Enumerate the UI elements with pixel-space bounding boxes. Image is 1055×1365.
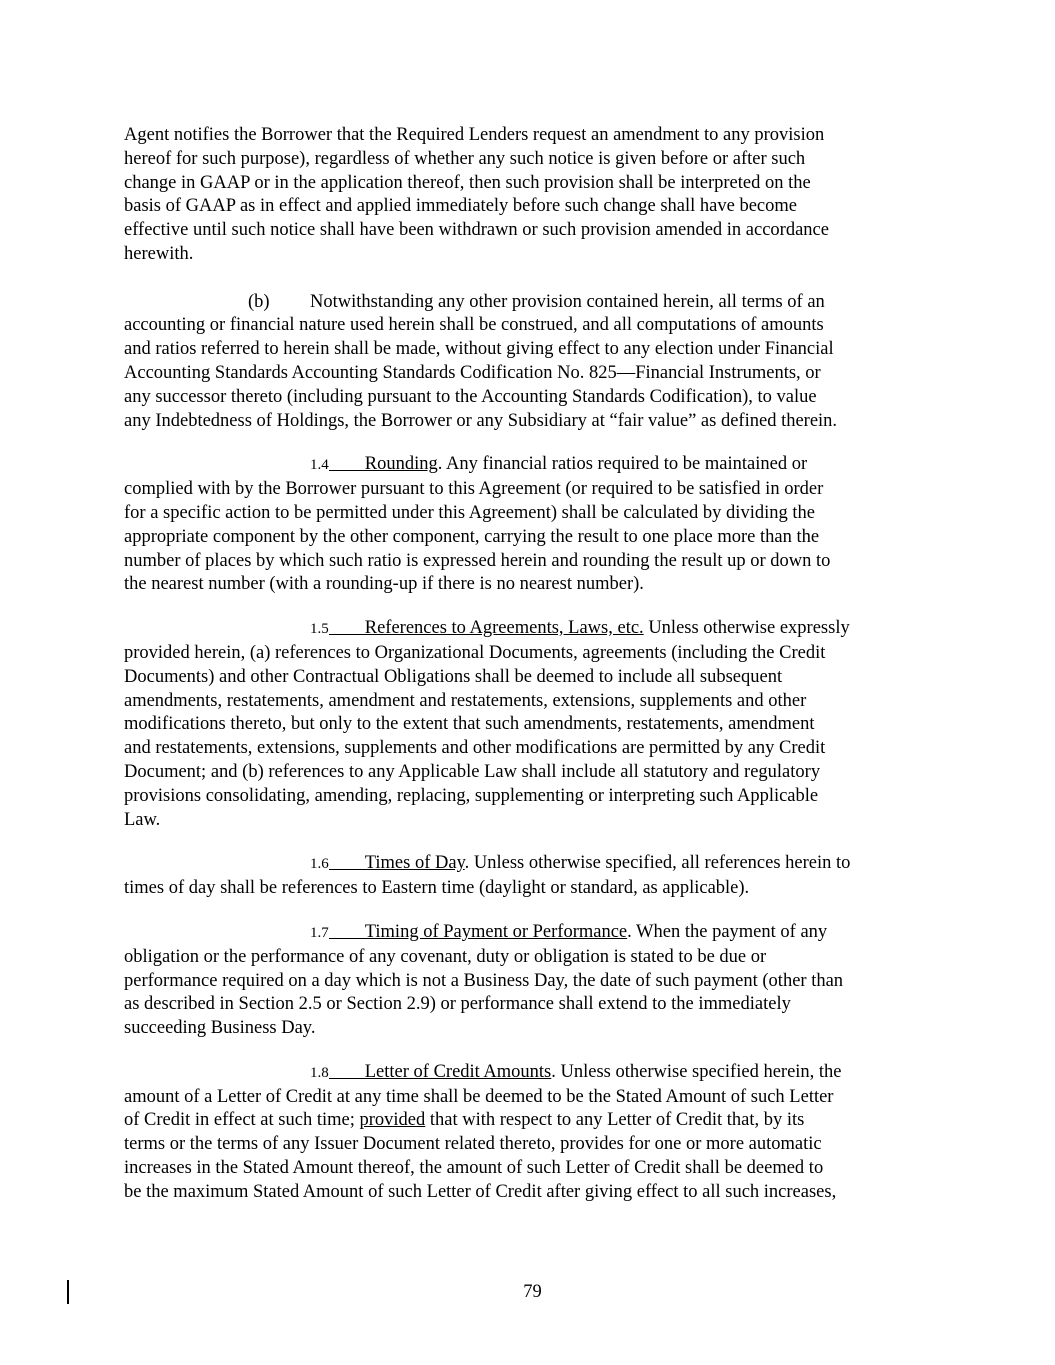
text-line: Documents) and other Contractual Obligations shall be deemed to include all subsequent — [124, 666, 783, 687]
page-number: 79 — [523, 1282, 542, 1302]
section-1-7 — [124, 921, 924, 1041]
text-line: appropriate component by the other component, carrying the result to one place more than the — [124, 526, 820, 547]
paragraph-marker: (b) — [248, 291, 270, 312]
text-line: as described in Section 2.5 or Section 2.9) or performance shall extend to the immediately — [124, 994, 791, 1015]
text-line: effective until such notice shall have been withdrawn or such provision amended in accordance — [124, 220, 829, 241]
heading-underline-gap — [329, 922, 365, 939]
text-line: times of day shall be references to Eastern time (daylight or standard, as applicable). — [124, 878, 750, 899]
text-line: obligation or the performance of any covenant, duty or obligation is stated to be due or — [124, 946, 767, 967]
text-line: Law. — [124, 809, 161, 830]
text-line: herewith. — [124, 243, 194, 264]
section-1-6 — [124, 852, 924, 901]
text-run: of Credit in effect at such time; — [124, 1110, 360, 1131]
text-line: Accounting Standards Accounting Standards Codification No. 825—Financial Instruments, or — [124, 362, 821, 383]
section-heading-line — [124, 921, 924, 946]
text-line: for a specific action to be permitted under this Agreement) shall be calculated by dividing the — [124, 502, 815, 523]
section-heading-line — [124, 617, 924, 642]
section-heading: Letter of Credit Amounts — [364, 1061, 552, 1082]
paragraph-spacer — [124, 901, 924, 921]
paragraph-b-first-line: Notwithstanding any other provision contained herein, all terms of an — [310, 291, 825, 312]
paragraph-b — [124, 291, 924, 434]
section-heading-line — [124, 1061, 924, 1086]
section-heading-line — [124, 852, 924, 877]
text-line: be the maximum Stated Amount of such Letter of Credit after giving effect to all such increases, — [124, 1181, 837, 1202]
section-1-4 — [124, 453, 924, 597]
text-line: performance required on a day which is not a Business Day, the date of such payment (other than — [124, 970, 844, 991]
text-line: any successor thereto (including pursuant to the Accounting Standards Codification), to value — [124, 386, 817, 407]
text-line: the nearest number (with a rounding-up if there is no nearest number). — [124, 574, 644, 595]
text-line: provisions consolidating, amending, replacing, supplementing or interpreting such Applicable — [124, 785, 819, 806]
paragraph-spacer — [124, 832, 924, 852]
text-line: and ratios referred to herein shall be made, without giving effect to any election under Financial — [124, 339, 834, 360]
paragraph-spacer — [124, 597, 924, 617]
section-number: 1.5 — [310, 621, 329, 638]
text-run: that with respect to any Letter of Credit that, by its — [425, 1110, 805, 1131]
section-number: 1.7 — [310, 924, 329, 941]
section-number: 1.6 — [310, 856, 329, 873]
heading-underline-gap — [329, 1062, 365, 1079]
section-first-line: Unless otherwise expressly — [643, 618, 850, 639]
section-heading: Rounding — [364, 454, 438, 475]
text-line: amendments, restatements, amendment and restatements, extensions, supplements and other — [124, 690, 807, 711]
text-line: change in GAAP or in the application thereof, then such provision shall be interpreted on the — [124, 172, 811, 193]
text-line: provided herein, (a) references to Organizational Documents, agreements (including the Credit — [124, 642, 826, 663]
heading-underline-gap — [329, 454, 365, 471]
text-line: succeeding Business Day. — [124, 1018, 316, 1039]
text-line: basis of GAAP as in effect and applied immediately before such change shall have become — [124, 196, 797, 217]
paragraph-spacer — [124, 1041, 924, 1061]
text-line: accounting or financial nature used herein shall be construed, and all computations of amounts — [124, 315, 824, 336]
section-first-line: . Unless otherwise specified herein, the — [551, 1061, 842, 1082]
text-line: Agent notifies the Borrower that the Required Lenders request an amendment to any provision — [124, 125, 825, 145]
text-line: hereof for such purpose), regardless of whether any such notice is given before or after such — [124, 148, 806, 169]
section-first-line: . When the payment of any — [627, 921, 828, 942]
text-line: complied with by the Borrower pursuant to this Agreement (or required to be satisfied in order — [124, 479, 824, 500]
text-line: amount of a Letter of Credit at any time shall be deemed to be the Stated Amount of such Letter — [124, 1086, 834, 1107]
text-line: and restatements, extensions, supplements and other modifications are permitted by any Credit — [124, 738, 826, 759]
section-heading: Timing of Payment or Performance — [364, 921, 628, 942]
paragraph-spacer — [124, 267, 924, 291]
text-line: terms or the terms of any Issuer Document related thereto, provides for one or more automatic — [124, 1134, 822, 1155]
section-first-line: . Any financial ratios required to be maintained or — [437, 454, 808, 475]
heading-underline-gap — [329, 618, 365, 635]
section-number: 1.4 — [310, 457, 329, 474]
continuation-paragraph — [124, 124, 924, 267]
section-number: 1.8 — [310, 1064, 329, 1081]
provided-term: provided — [359, 1110, 426, 1131]
section-heading: Times of Day — [364, 853, 465, 874]
text-line: number of places by which such ratio is expressed herein and rounding the result up or down to — [124, 550, 831, 571]
section-first-line: . Unless otherwise specified, all references herein to — [464, 853, 851, 874]
text-line: any Indebtedness of Holdings, the Borrower or any Subsidiary at “fair value” as defined therein. — [124, 410, 838, 431]
heading-underline-gap — [329, 853, 365, 870]
text-line: modifications thereto, but only to the extent that such amendments, restatements, amendment — [124, 714, 815, 735]
text-line: increases in the Stated Amount thereof, the amount of such Letter of Credit shall be deemed to — [124, 1158, 824, 1179]
section-heading-line — [124, 453, 924, 478]
text-line — [124, 1109, 924, 1133]
text-line — [124, 291, 924, 315]
section-heading: References to Agreements, Laws, etc. — [364, 618, 644, 639]
paragraph-spacer — [124, 433, 924, 453]
document-body — [124, 124, 924, 1205]
section-1-5 — [124, 617, 924, 832]
text-line: Document; and (b) references to any Applicable Law shall include all statutory and regulatory — [124, 761, 821, 782]
section-1-8 — [124, 1061, 924, 1205]
